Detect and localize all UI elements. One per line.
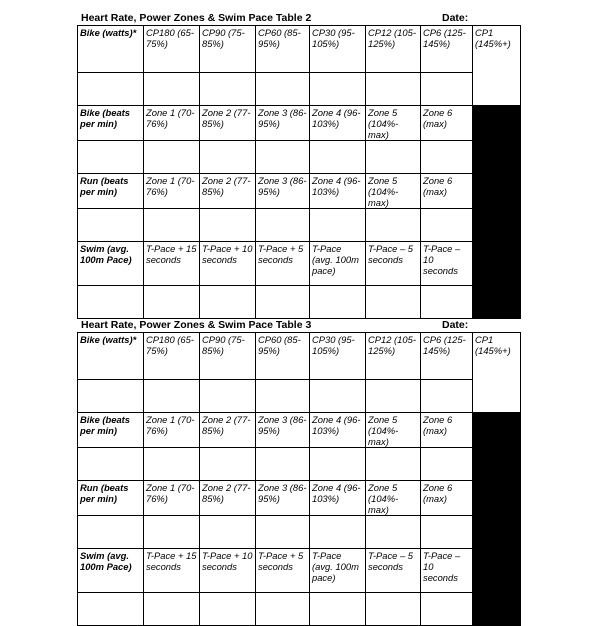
empty-cell [200, 448, 256, 481]
empty-cell [144, 209, 200, 242]
zone-cell: Zone 1 (70-76%) [144, 174, 200, 209]
entry-row [78, 380, 521, 413]
entry-row [78, 141, 521, 174]
zone-cell: Zone 5 (104%-max) [366, 174, 421, 209]
bike-hr-row [78, 106, 521, 141]
empty-cell [421, 380, 473, 413]
zone-cell: Zone 4 (96-103%) [310, 174, 366, 209]
empty-cell [366, 209, 421, 242]
header-cell-cp90: CP90 (75-85%) [200, 333, 256, 380]
empty-cell [256, 286, 310, 319]
empty-cell [366, 286, 421, 319]
empty-cell [200, 73, 256, 106]
entry-row [78, 209, 521, 242]
zones-grid [77, 25, 521, 319]
run-hr-row [78, 481, 521, 516]
empty-cell [144, 516, 200, 549]
empty-cell [144, 73, 200, 106]
empty-cell [310, 593, 366, 626]
empty-cell [421, 516, 473, 549]
empty-cell [78, 593, 144, 626]
zone-cell: Zone 6 (max) [421, 174, 473, 209]
empty-cell [421, 448, 473, 481]
empty-cell [144, 448, 200, 481]
header-cell-cp30: CP30 (95-105%) [310, 26, 366, 73]
empty-cell [366, 448, 421, 481]
zone-cell: Zone 6 (max) [421, 481, 473, 516]
empty-cell [256, 380, 310, 413]
zone-table-3 [77, 319, 520, 626]
pace-cell: T-Pace – 5 seconds [366, 242, 421, 286]
header-cell-cp1: CP1 (145%+) [473, 26, 521, 106]
entry-row [78, 73, 521, 106]
pace-cell: T-Pace + 10 seconds [200, 242, 256, 286]
zone-cell: Zone 2 (77-85%) [200, 174, 256, 209]
zone-cell: Zone 1 (70-76%) [144, 481, 200, 516]
pace-cell: T-Pace + 15 seconds [144, 549, 200, 593]
empty-cell [78, 209, 144, 242]
empty-cell [256, 593, 310, 626]
row-label-bike-hr: Bike (beats per min) [78, 106, 144, 141]
header-cell-cp60: CP60 (85-95%) [256, 333, 310, 380]
empty-cell [78, 380, 144, 413]
row-label-run-hr: Run (beats per min) [78, 481, 144, 516]
pace-cell: T-Pace – 5 seconds [366, 549, 421, 593]
empty-cell [256, 448, 310, 481]
empty-cell [78, 448, 144, 481]
zone-cell: Zone 1 (70-76%) [144, 413, 200, 448]
empty-cell [144, 286, 200, 319]
zone-cell: Zone 4 (96-103%) [310, 413, 366, 448]
entry-row [78, 516, 521, 549]
pace-cell: T-Pace (avg. 100m pace) [310, 549, 366, 593]
row-label-bike-hr: Bike (beats per min) [78, 413, 144, 448]
pace-cell: T-Pace – 10 seconds [421, 242, 473, 286]
zone-cell [421, 106, 473, 141]
empty-cell [200, 593, 256, 626]
row-label-swim-pace: Swim (avg. 100m Pace) [78, 242, 144, 286]
pace-cell: T-Pace (avg. 100m pace) [310, 242, 366, 286]
pace-cell: T-Pace + 15 seconds [144, 242, 200, 286]
empty-cell [256, 209, 310, 242]
table-title: Heart Rate, Power Zones & Swim Pace Table 2 [81, 12, 312, 24]
empty-cell [421, 286, 473, 319]
empty-cell [421, 593, 473, 626]
entry-row [78, 448, 521, 481]
row-label-run-hr: Run (beats per min) [78, 174, 144, 209]
empty-cell [421, 209, 473, 242]
entry-row [78, 593, 521, 626]
pace-cell: T-Pace + 10 seconds [200, 549, 256, 593]
empty-cell [310, 141, 366, 174]
bike-hr-row [78, 413, 521, 448]
header-row [78, 26, 521, 73]
empty-cell [310, 73, 366, 106]
empty-cell [200, 380, 256, 413]
swim-pace-row [78, 242, 521, 286]
header-row [78, 333, 521, 380]
zone-cell: Zone 6 (max) [421, 413, 473, 448]
empty-cell [310, 448, 366, 481]
header-cell-cp90: CP90 (75-85%) [200, 26, 256, 73]
empty-cell [200, 516, 256, 549]
empty-cell [366, 593, 421, 626]
blacked-out-cell [473, 413, 521, 626]
header-cell-cp1: CP1 (145%+) [473, 333, 521, 413]
date-label: Date: [442, 319, 469, 331]
table-title-row [77, 319, 520, 332]
header-cell-cp180: CP180 (65-75%) [144, 333, 200, 380]
row-label-bike-watts: Bike (watts)* [78, 26, 144, 73]
header-cell-cp6: CP6 (125-145%) [421, 26, 473, 73]
zone-cell: Zone 2 (77-85%) [200, 481, 256, 516]
zone-cell: Zone 4 (96-103%) [310, 106, 366, 141]
zone-cell: Zone 5 (104%-max) [366, 106, 421, 141]
row-label-bike-watts: Bike (watts)* [78, 333, 144, 380]
zone-cell: Zone 2 (77-85%) [200, 413, 256, 448]
zone-table-2 [77, 12, 520, 319]
blacked-out-cell [473, 106, 521, 319]
empty-cell [144, 380, 200, 413]
zone-cell: Zone 5 (104%-max) [366, 413, 421, 448]
empty-cell [366, 73, 421, 106]
pace-cell: T-Pace – 10 seconds [421, 549, 473, 593]
entry-row [78, 286, 521, 319]
zone-cell: Zone 3 (86-95%) [256, 106, 310, 141]
table-title-row [77, 12, 520, 25]
header-cell-cp180: CP180 (65-75%) [144, 26, 200, 73]
empty-cell [310, 516, 366, 549]
pace-cell: T-Pace + 5 seconds [256, 242, 310, 286]
zone-cell: Zone 2 (77-85%) [200, 106, 256, 141]
empty-cell [366, 516, 421, 549]
empty-cell [78, 516, 144, 549]
empty-cell [256, 73, 310, 106]
empty-cell [144, 593, 200, 626]
header-cell-cp12: CP12 (105-125%) [366, 333, 421, 380]
header-cell-cp60: CP60 (85-95%) [256, 26, 310, 73]
empty-cell [200, 286, 256, 319]
empty-cell [78, 141, 144, 174]
empty-cell [200, 209, 256, 242]
zone-cell: Zone 3 (86-95%) [256, 174, 310, 209]
header-cell-cp30: CP30 (95-105%) [310, 333, 366, 380]
empty-cell [310, 286, 366, 319]
empty-cell [366, 380, 421, 413]
header-cell-cp6: CP6 (125-145%) [421, 333, 473, 380]
zone-cell: Zone 3 (86-95%) [256, 481, 310, 516]
empty-cell [144, 141, 200, 174]
date-label: Date: [442, 12, 469, 24]
empty-cell [200, 141, 256, 174]
zones-grid [77, 332, 521, 626]
zone-cell: Zone 5 (104%-max) [366, 481, 421, 516]
empty-cell [310, 209, 366, 242]
run-hr-row [78, 174, 521, 209]
empty-cell [78, 73, 144, 106]
empty-cell [366, 141, 421, 174]
pace-cell: T-Pace + 5 seconds [256, 549, 310, 593]
zone-6-text: Zone 6 (max) [423, 107, 453, 129]
empty-cell [421, 141, 473, 174]
zone-cell: Zone 3 (86-95%) [256, 413, 310, 448]
row-label-swim-pace: Swim (avg. 100m Pace) [78, 549, 144, 593]
empty-cell [256, 141, 310, 174]
zone-cell: Zone 1 (70-76%) [144, 106, 200, 141]
empty-cell [78, 286, 144, 319]
table-title: Heart Rate, Power Zones & Swim Pace Table 3 [81, 319, 312, 331]
header-cell-cp12: CP12 (105-125%) [366, 26, 421, 73]
empty-cell [421, 73, 473, 106]
empty-cell [256, 516, 310, 549]
swim-pace-row [78, 549, 521, 593]
zone-cell: Zone 4 (96-103%) [310, 481, 366, 516]
empty-cell [310, 380, 366, 413]
